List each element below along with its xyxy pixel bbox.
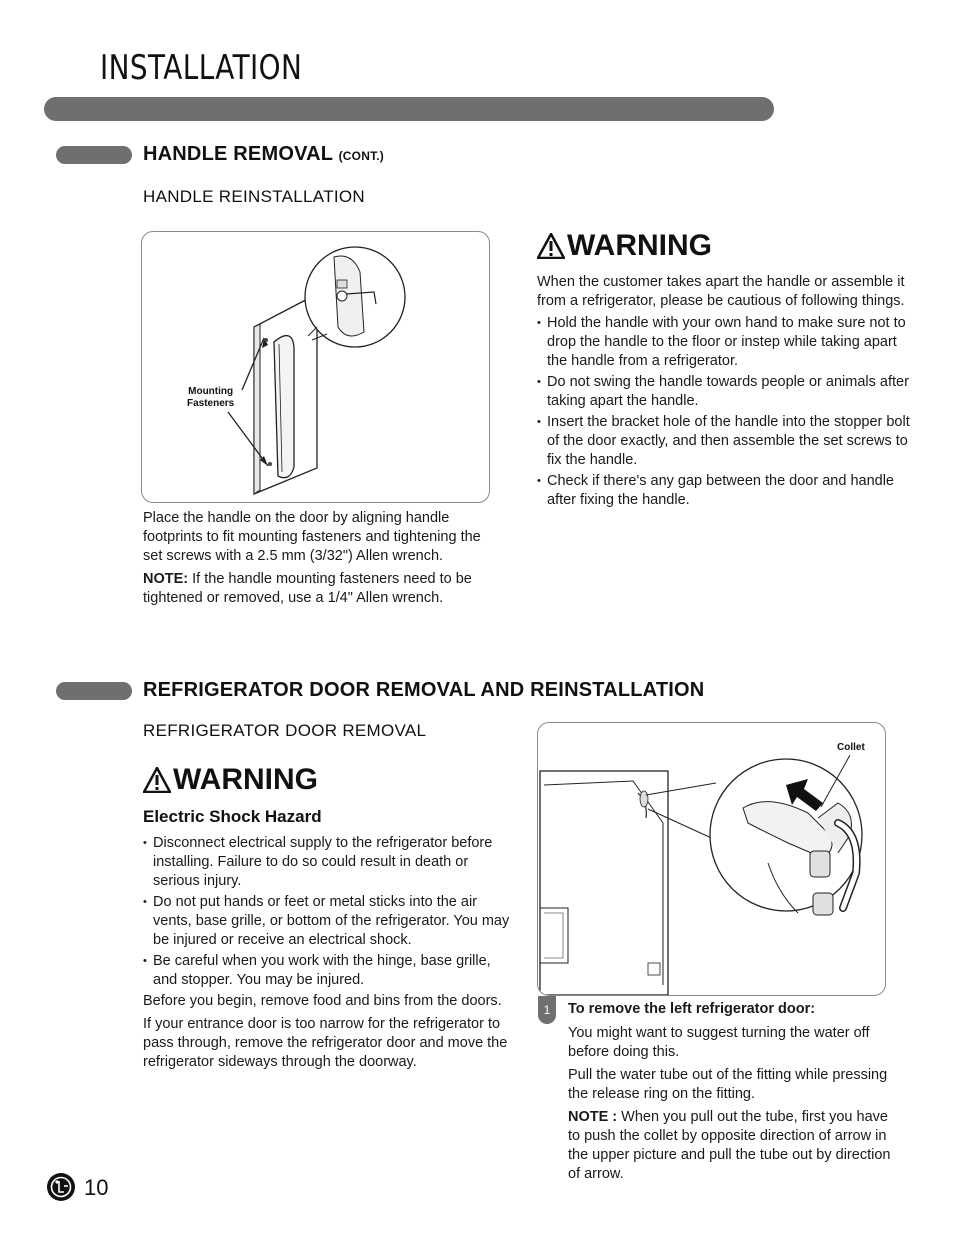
section-marker: [56, 146, 132, 164]
step-number-badge: 1: [538, 996, 556, 1024]
collet-label: Collet: [837, 742, 865, 753]
instructions-paragraph: Place the handle on the door by aligning handle footprints to fit mounting fasteners and tightening the set screws with a 2.5 mm (3/32") Allen wrench.: [143, 510, 481, 564]
lg-logo-icon: [46, 1172, 76, 1202]
subsection-title-handle-reinstallation: HANDLE REINSTALLATION: [143, 187, 365, 206]
section-title-handle-removal: [143, 143, 384, 166]
warning-triangle-icon: [537, 233, 565, 259]
door-paragraph: Before you begin, remove food and bins from the doors.: [143, 993, 502, 1009]
step1-instructions: [568, 1000, 898, 1188]
door-warning-body: [143, 834, 515, 1076]
list-item: • Be careful when you work with the hinge, base grille, and stopper. You may be injured.: [143, 952, 515, 990]
list-item: • Disconnect electrical supply to the refrigerator before installing. Failure to do so could result in death or serious injury.: [143, 834, 515, 891]
water-tube-illustration: [538, 723, 885, 995]
door-paragraph: If your entrance door is too narrow for the refrigerator to pass through, remove the refrigerator door and move the refrigerator sideways through the doorway.: [143, 1016, 508, 1070]
note-text: When you pull out the tube, first you have to push the collet by opposite direction of arrow in the upper picture and pull the tube out by direction of arrow.: [568, 1109, 891, 1182]
section-title-suffix: (CONT.): [338, 149, 385, 163]
handle-note: [143, 570, 493, 608]
section-marker: [56, 682, 132, 700]
step1-title: To remove the left refrigerator door:: [568, 1001, 816, 1017]
label-line: Mounting: [188, 386, 234, 397]
door-warning-list: [143, 834, 515, 990]
list-item: • Do not put hands or feet or metal sticks into the air vents, base grille, or bottom of the refrigerator. You may be injured or receive an electrical shock.: [143, 893, 515, 950]
list-item: • Hold the handle with your own hand to make sure not to drop the handle to the floor or instep while taking apart the handle from a refrigerator.: [537, 314, 912, 371]
list-item: • Insert the bracket hole of the handle into the stopper bolt of the door exactly, and then assemble the set screws to fix the handle.: [537, 413, 912, 470]
list-item: • Do not swing the handle towards people or animals after taking apart the handle.: [537, 373, 912, 411]
handle-illustration: [142, 232, 489, 502]
label-line: Fasteners: [187, 398, 235, 409]
step1-paragraph: You might want to suggest turning the water off before doing this.: [568, 1025, 870, 1060]
hazard-subtitle: Electric Shock Hazard: [143, 807, 322, 826]
page-title: INSTALLATION: [100, 48, 303, 88]
section-title-text: HANDLE REMOVAL: [143, 143, 333, 165]
step1-note: [568, 1108, 898, 1184]
subsection-title-door-removal: REFRIGERATOR DOOR REMOVAL: [143, 721, 427, 740]
note-text: If the handle mounting fasteners need to be tightened or removed, use a 1/4" Allen wrench.: [143, 571, 472, 606]
handle-warning-title: [537, 229, 712, 263]
warning-title-text: WARNING: [567, 229, 712, 262]
handle-instructions: [143, 509, 493, 612]
header-bar: [44, 97, 774, 121]
warning-triangle-icon: [143, 767, 171, 793]
list-item: • Check if there's any gap between the door and handle after fixing the handle.: [537, 472, 912, 510]
section-title-door-removal: REFRIGERATOR DOOR REMOVAL AND REINSTALLATION: [143, 679, 705, 701]
warning-intro: When the customer takes apart the handle or assemble it from a refrigerator, please be cautious of following things.: [537, 274, 905, 309]
step1-paragraph: Pull the water tube out of the fitting while pressing the release ring on the fitting.: [568, 1067, 888, 1102]
mounting-fasteners-label: [187, 386, 234, 410]
door-warning-title: [143, 763, 318, 797]
handle-warning-body: [537, 273, 912, 512]
handle-warning-list: [537, 314, 912, 510]
lg-logo-mark: [46, 1172, 76, 1202]
water-tube-figure: [537, 722, 886, 996]
warning-title-text: WARNING: [173, 763, 318, 796]
handle-figure: [141, 231, 490, 503]
page-number: 10: [84, 1175, 109, 1200]
note-label: NOTE:: [143, 571, 189, 587]
note-label: NOTE :: [568, 1109, 618, 1125]
